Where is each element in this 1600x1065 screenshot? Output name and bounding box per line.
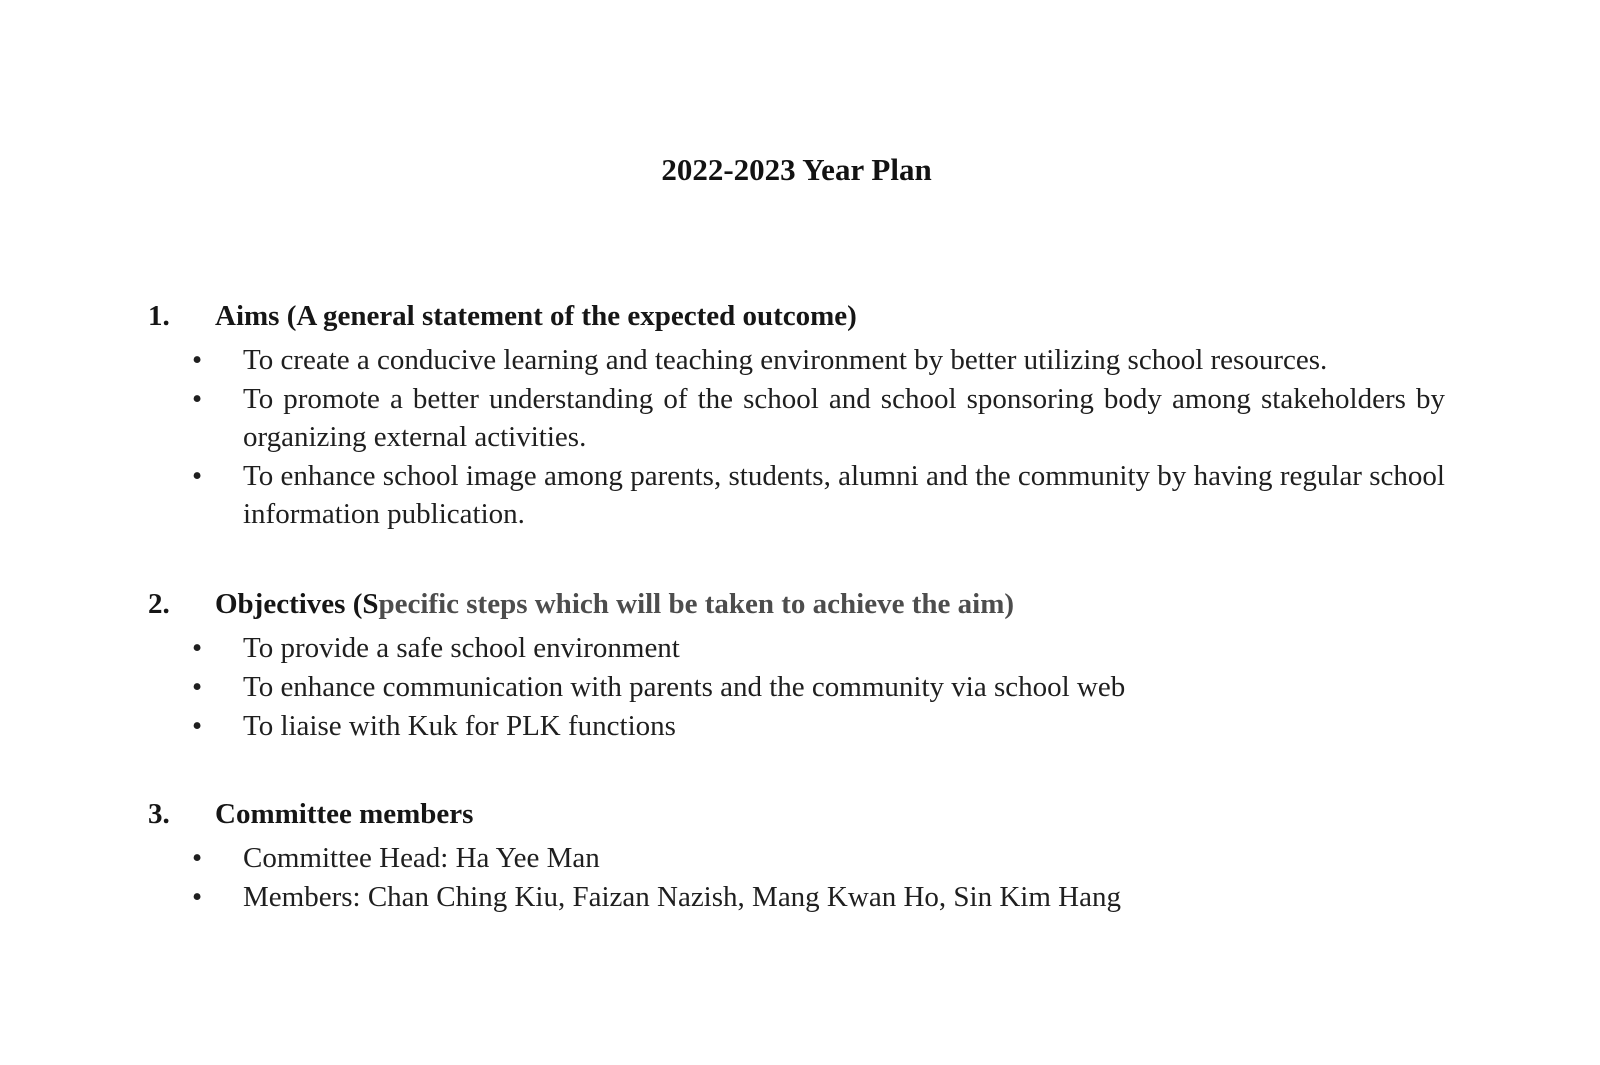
bullet-icon: • <box>192 460 203 492</box>
list-item-text: To liaise with Kuk for PLK functions <box>243 710 676 742</box>
bullet-icon: • <box>192 671 203 703</box>
list-item <box>148 839 1445 877</box>
bullet-icon: • <box>192 710 203 742</box>
list-item <box>148 629 1445 667</box>
section-number: 3. <box>148 798 170 830</box>
list-item <box>148 668 1445 706</box>
bullet-icon: • <box>192 344 203 376</box>
bullet-icon: • <box>192 842 203 874</box>
list-item-text: To provide a safe school environment <box>243 632 680 664</box>
bullet-icon: • <box>192 383 203 415</box>
section-aims-heading <box>148 297 1445 335</box>
heading-dark-part: Objectives (S <box>215 588 379 620</box>
section-committee-heading <box>148 795 1445 833</box>
section-number: 1. <box>148 300 170 332</box>
section-aims-bullets <box>148 341 1445 533</box>
section-committee <box>148 795 1445 916</box>
section-objectives-heading <box>148 585 1445 623</box>
list-item <box>148 457 1445 533</box>
list-item-text: To enhance communication with parents and the community via school web <box>243 671 1126 703</box>
section-heading-text: Committee members <box>215 798 474 830</box>
section-objectives <box>148 585 1445 745</box>
list-item <box>148 341 1445 379</box>
section-objectives-bullets <box>148 629 1445 745</box>
bullet-icon: • <box>192 881 203 913</box>
section-aims <box>148 297 1445 533</box>
list-item-text: To enhance school image among parents, students, alumni and the community by having regular school information publication. <box>243 460 1445 530</box>
list-item <box>148 380 1445 456</box>
bullet-icon: • <box>192 632 203 664</box>
section-number: 2. <box>148 588 170 620</box>
section-heading-text: Aims (A general statement of the expected outcome) <box>215 300 857 332</box>
list-item <box>148 707 1445 745</box>
list-item <box>148 878 1445 916</box>
list-item-text: To create a conducive learning and teaching environment by better utilizing school resources. <box>243 344 1328 376</box>
list-item-text: To promote a better understanding of the school and school sponsoring body among stakeholders by organizing external activities. <box>243 383 1445 453</box>
section-heading-text <box>215 585 1445 623</box>
heading-muted-part: pecific steps which will be taken to achieve the aim) <box>378 588 1015 620</box>
list-item-text: Committee Head: Ha Yee Man <box>243 842 600 874</box>
list-item-text: Members: Chan Ching Kiu, Faizan Nazish, Mang Kwan Ho, Sin Kim Hang <box>243 881 1121 913</box>
document-title: 2022-2023 Year Plan <box>661 152 932 187</box>
section-committee-bullets <box>148 839 1445 916</box>
